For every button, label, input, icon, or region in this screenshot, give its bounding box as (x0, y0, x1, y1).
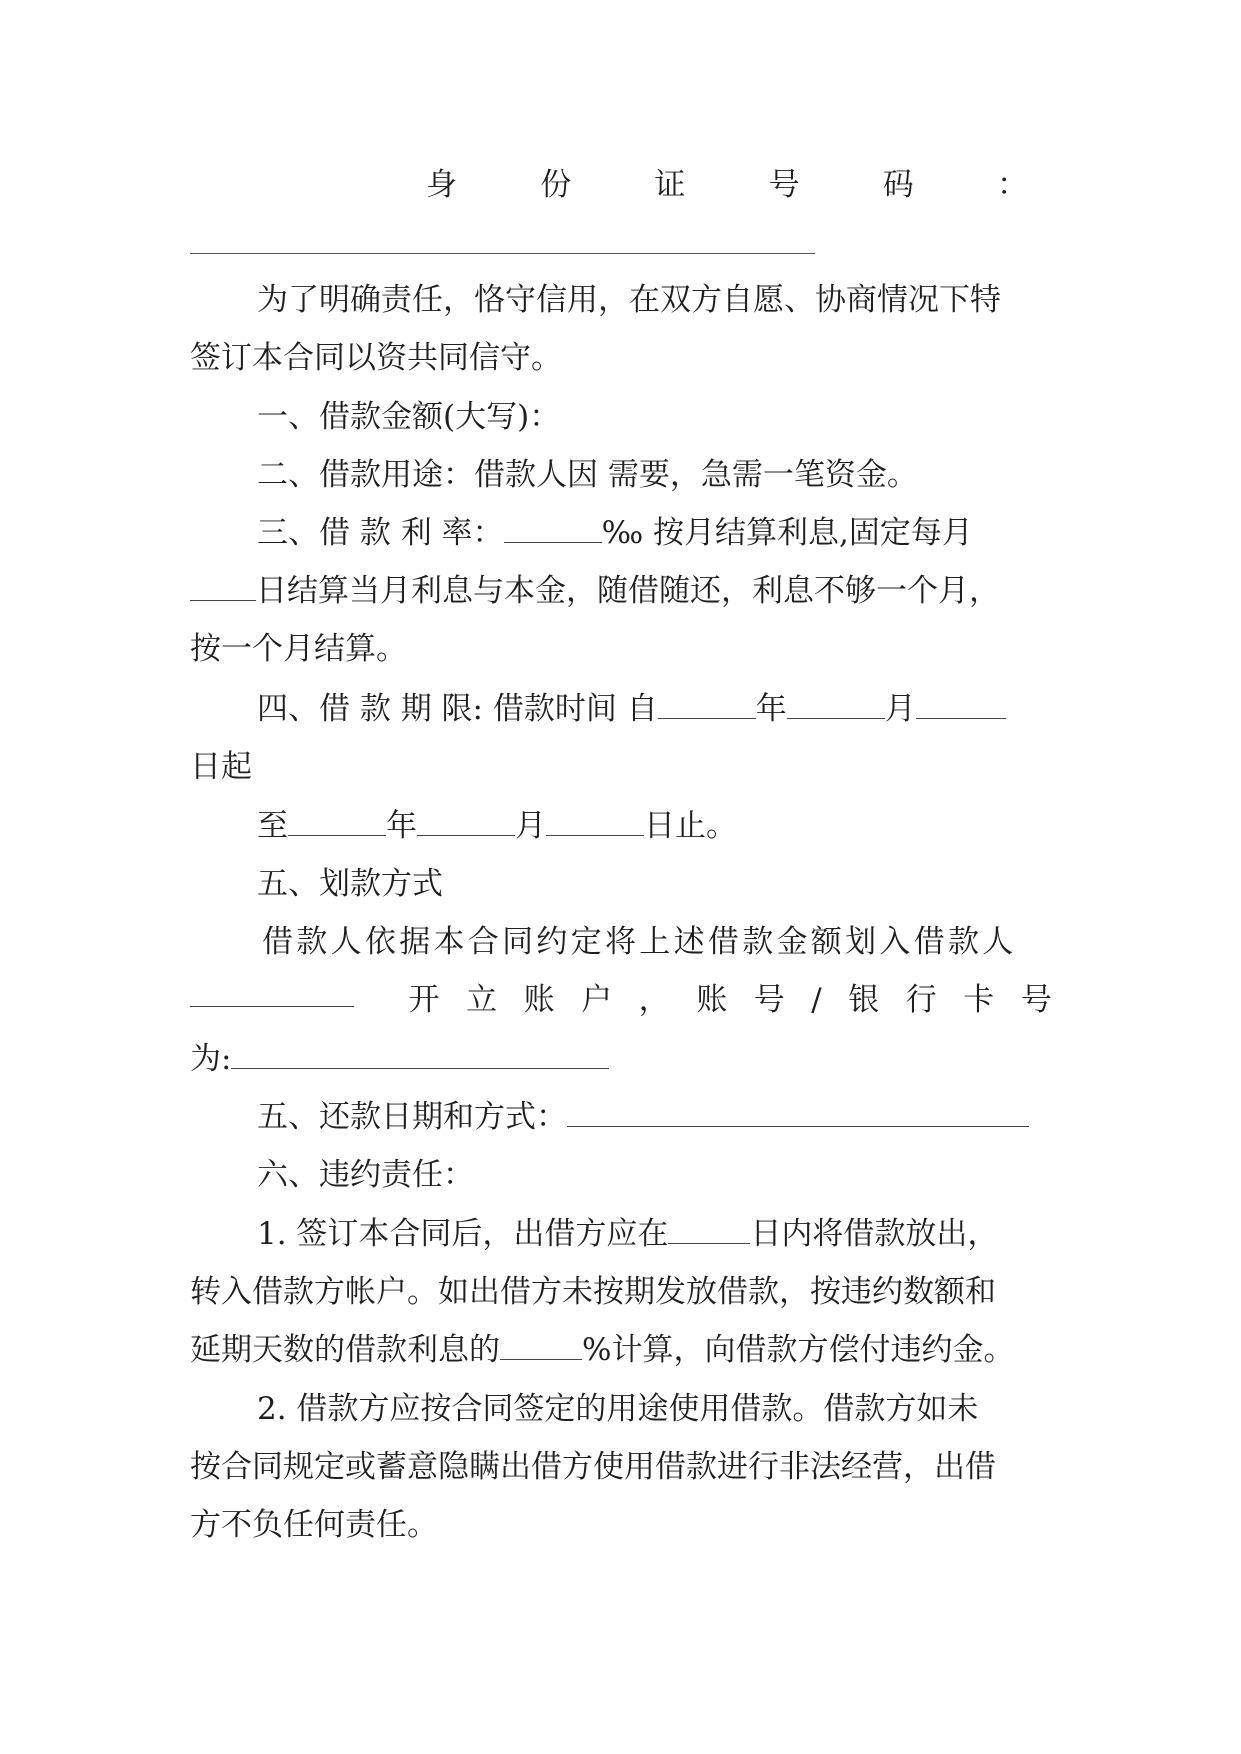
id-label-char: 份 (540, 167, 572, 203)
clause-interest-rate (257, 513, 1052, 553)
transfer-char: 开 (408, 982, 440, 1018)
id-number-blank (190, 253, 815, 254)
interest-line-2-text: 日结算当月利息与本金，随借随还，利息不够一个月， (256, 573, 1000, 609)
repayment-blank (567, 1100, 1029, 1127)
start-day-blank (916, 692, 1006, 719)
id-number-label (426, 165, 1028, 205)
account-holder-blank (190, 980, 354, 1007)
interest-rate-label: 三、借 款 利 率： (257, 515, 504, 551)
end-day-blank (546, 809, 644, 836)
transfer-char: 账 (523, 982, 555, 1018)
liability-item-2-line-1: 2. 借款方应按合同签定的用途使用借款。借款方如未 (257, 1391, 979, 1427)
transfer-char: 银 (848, 982, 880, 1018)
end-year-blank (288, 809, 386, 836)
id-label-char: 码 (882, 167, 914, 203)
transfer-line-1-text: 借款人依据本合同约定将上述借款金额划入借款人 (262, 924, 1017, 960)
clause-liability-title: 六、违约责任： (257, 1157, 474, 1193)
penalty-percent-blank (500, 1333, 582, 1360)
disburse-days-blank (668, 1217, 750, 1244)
id-label-char: 证 (654, 167, 686, 203)
id-label-char: ： (996, 167, 1028, 203)
transfer-char: 立 (466, 982, 498, 1018)
clause-transfer-line-3 (190, 1039, 1052, 1079)
liability-item-1-line-1 (257, 1214, 1052, 1254)
interest-rate-suffix: ‰ 按月结算利息,固定每月 (601, 515, 973, 551)
clause-transfer-line-1 (262, 922, 1052, 962)
end-to-label: 至 (257, 808, 288, 844)
account-number-blank (231, 1042, 609, 1069)
transfer-char: 账 (696, 982, 728, 1018)
intro-line-1: 为了明确责任，恪守信用，在双方自愿、协商情况下特 (257, 282, 1001, 318)
id-label-char: 身 (426, 167, 457, 203)
clause-transfer-title: 五、划款方式 (257, 866, 443, 902)
end-month-blank (417, 809, 515, 836)
clause-transfer-line-2 (190, 980, 1052, 1020)
transfer-char: 卡 (963, 982, 995, 1018)
transfer-char: 行 (905, 982, 937, 1018)
liability-item-2-line-2: 按合同规定或蓄意隐瞒出借方使用借款进行非法经营，出借 (190, 1449, 996, 1485)
liability-item-1-line-2: 转入借款方帐户。如出借方未按期发放借款，按违约数额和 (190, 1274, 996, 1310)
clause-loan-purpose: 二、借款用途：借款人因 需要，急需一笔资金。 (257, 457, 918, 493)
clause-interest-line-3: 按一个月结算。 (190, 631, 407, 667)
interest-rate-blank (504, 516, 602, 543)
settlement-day-blank (190, 574, 256, 601)
end-month-label: 月 (515, 808, 546, 844)
item-1-prefix: 1. 签订本合同后，出借方应在 (257, 1216, 669, 1252)
clause-loan-term (257, 689, 1052, 729)
item-1-line-3-prefix: 延期天数的借款利息的 (190, 1332, 500, 1368)
start-month-label: 月 (884, 691, 916, 727)
start-year-label: 年 (755, 691, 787, 727)
transfer-char: ， (638, 982, 670, 1018)
repayment-label: 五、还款日期和方式： (257, 1099, 567, 1135)
id-label-char: 号 (768, 167, 800, 203)
end-day-label: 日止。 (644, 808, 737, 844)
intro-line-2: 签订本合同以资共同信守。 (190, 340, 562, 376)
liability-item-2-line-3: 方不负任何责任。 (190, 1507, 438, 1543)
loan-term-end (257, 806, 1052, 846)
transfer-char: / (811, 982, 822, 1018)
end-year-label: 年 (386, 808, 417, 844)
start-year-blank (658, 692, 756, 719)
item-1-line-3-suffix: %计算，向借款方偿付违约金。 (582, 1332, 1015, 1368)
loan-term-start-tail: 日起 (190, 749, 252, 785)
transfer-char: 户 (581, 982, 613, 1018)
transfer-char: 号 (1020, 982, 1052, 1018)
loan-term-label: 四、借 款 期 限: 借款时间 自 (257, 691, 658, 727)
clause-repayment (257, 1097, 1052, 1137)
clause-interest-line-2 (190, 571, 1052, 611)
transfer-char: 号 (753, 982, 785, 1018)
account-number-label: 为: (190, 1041, 232, 1077)
start-month-blank (787, 692, 885, 719)
liability-item-1-line-3 (190, 1330, 1052, 1370)
clause-loan-amount: 一、借款金额(大写)： (257, 399, 561, 435)
item-1-suffix: 日内将借款放出， (750, 1216, 999, 1252)
